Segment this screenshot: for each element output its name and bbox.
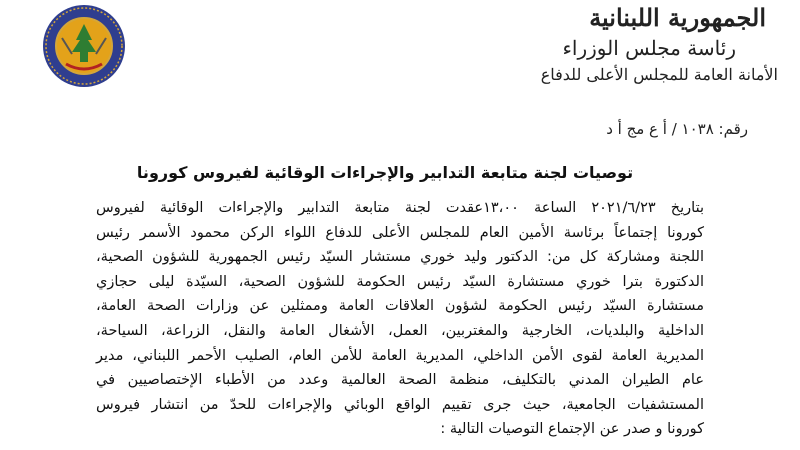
- document-body: [96, 196, 704, 442]
- document-title: توصيات لجنة متابعة التدابير والإجراءات الوقائية لفيروس كورونا: [136, 163, 634, 182]
- body-line: مستشارة السيّد رئيس الحكومة لشؤون العلاقات العامة وممثلين عن وزارات الصحة العامة،: [96, 298, 704, 315]
- body-line: عام الطيران المدني بالتكليف، منظمة الصحة العالمية وعدد من الأطباء الإختصاصيين في: [96, 372, 704, 389]
- body-line: بتاريخ ٢٠٢١/٦/٢٣ الساعة ١٣،٠٠عقدت لجنة متابعة التدابير والإجراءات الوقائية لفيروس: [96, 200, 704, 216]
- body-line: المديرية العامة لقوى الأمن الداخلي، المديرية العامة للأمن العام، الصليب الأحمر اللبناني، مدير: [96, 347, 704, 364]
- body-line: الداخلية والبلديات، الخارجية والمغتربين، العمل، الأشغال العامة والنقل، الزراعة، السياحة،: [96, 322, 704, 339]
- reference-number: رقم: ١٠٣٨ / أ ع مج أ د: [606, 120, 748, 138]
- letterhead-presidency: رئاسة مجلس الوزراء: [562, 36, 736, 60]
- body-line: المستشفيات الجامعية، حيث جرى تقييم الواقع الوبائي والإجراءات للحدّ من انتشار فيروس: [96, 396, 704, 413]
- seal-icon: [42, 4, 126, 88]
- body-line: الدكتورة بترا خوري مستشارة السيّد رئيس الحكومة للشؤون الصحية، السيّدة ليلى حجازي: [96, 273, 704, 290]
- letterhead: [418, 2, 778, 88]
- body-line: اللجنة ومشاركة كل من: الدكتور وليد خوري مستشار السيّد رئيس الجمهورية للشؤون الصحية،: [96, 249, 704, 266]
- body-line: كورونا إجتماعاً برئاسة الأمين العام للمجلس الأعلى للدفاع اللواء الركن محمود الأسمر رئيس: [96, 224, 704, 241]
- body-line: كورونا و صدر عن الإجتماع التوصيات التالية :: [440, 421, 704, 438]
- letterhead-republic: الجمهورية اللبنانية: [589, 3, 766, 32]
- letterhead-secretariat: الأمانة العامة للمجلس الأعلى للدفاع: [540, 65, 778, 84]
